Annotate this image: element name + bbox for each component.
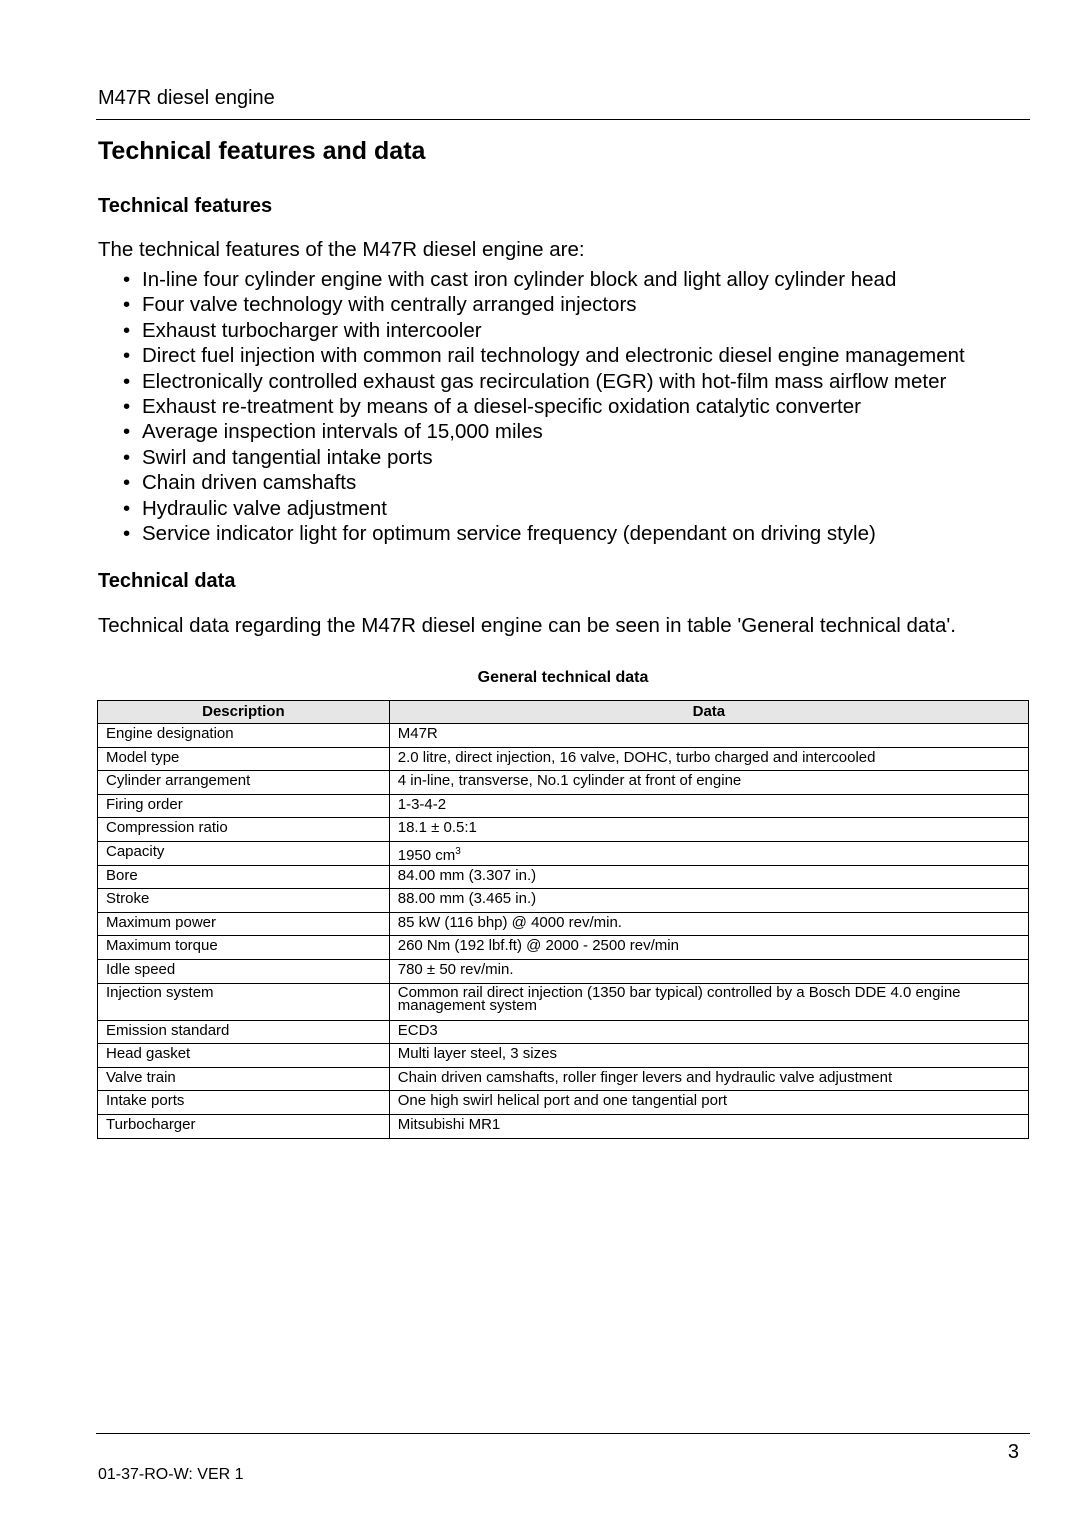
data-cell: 260 Nm (192 lbf.ft) @ 2000 - 2500 rev/min	[389, 936, 1028, 960]
description-cell: Bore	[98, 865, 390, 889]
description-cell: Intake ports	[98, 1091, 390, 1115]
description-cell: Model type	[98, 747, 390, 771]
bullet-icon: •	[123, 471, 131, 495]
bullet-icon: •	[123, 369, 131, 393]
column-header-data: Data	[389, 701, 1028, 724]
list-item	[98, 470, 965, 495]
description-cell: Emission standard	[98, 1020, 390, 1044]
bullet-icon: •	[123, 344, 131, 368]
list-item-text: Service indicator light for optimum service frequency (dependant on driving style)	[142, 522, 876, 546]
list-item-text: Four valve technology with centrally arranged injectors	[142, 293, 637, 317]
list-item-text: Chain driven camshafts	[142, 471, 357, 495]
data-cell: Chain driven camshafts, roller finger levers and hydraulic valve adjustment	[389, 1067, 1028, 1091]
table-header-row	[98, 701, 1029, 724]
data-cell: 2.0 litre, direct injection, 16 valve, DOHC, turbo charged and intercooled	[389, 747, 1028, 771]
table-row	[98, 1067, 1029, 1091]
table-row	[98, 1091, 1029, 1115]
list-item-text: Direct fuel injection with common rail technology and electronic diesel engine management	[142, 344, 965, 368]
bullet-icon: •	[123, 522, 131, 546]
technical-data-heading: Technical data	[98, 570, 236, 592]
list-item-text: Swirl and tangential intake ports	[142, 445, 433, 469]
table-row	[98, 771, 1029, 795]
data-cell: 1-3-4-2	[389, 794, 1028, 818]
description-cell: Engine designation	[98, 724, 390, 748]
table-row	[98, 1114, 1029, 1138]
capacity-superscript: 3	[455, 845, 461, 857]
data-cell: 85 kW (116 bhp) @ 4000 rev/min.	[389, 912, 1028, 936]
bullet-icon: •	[123, 293, 131, 317]
list-item-text: Average inspection intervals of 15,000 miles	[142, 420, 543, 444]
list-item	[98, 394, 965, 419]
data-cell: Common rail direct injection (1350 bar typical) controlled by a Bosch DDE 4.0 engine management system	[389, 983, 1028, 1020]
bullet-icon: •	[123, 496, 131, 520]
data-cell: One high swirl helical port and one tangential port	[389, 1091, 1028, 1115]
technical-features-heading: Technical features	[98, 195, 273, 217]
description-cell: Compression ratio	[98, 818, 390, 842]
description-cell: Cylinder arrangement	[98, 771, 390, 795]
running-header: M47R diesel engine	[98, 87, 275, 109]
list-item	[98, 369, 965, 394]
bullet-icon: •	[123, 318, 131, 342]
list-item-text: Exhaust turbocharger with intercooler	[142, 318, 482, 342]
list-item	[98, 521, 965, 546]
list-item	[98, 445, 965, 470]
description-cell: Maximum torque	[98, 936, 390, 960]
description-cell: Capacity	[98, 841, 390, 865]
table-row	[98, 865, 1029, 889]
data-cell: M47R	[389, 724, 1028, 748]
description-cell: Head gasket	[98, 1044, 390, 1068]
feature-list	[98, 267, 965, 546]
list-item-text: In-line four cylinder engine with cast iron cylinder block and light alloy cylinder head	[142, 268, 897, 291]
page-title: Technical features and data	[98, 137, 426, 165]
bullet-icon: •	[123, 268, 131, 291]
data-cell: 780 ± 50 rev/min.	[389, 959, 1028, 983]
data-cell: ECD3	[389, 1020, 1028, 1044]
data-cell: 88.00 mm (3.465 in.)	[389, 889, 1028, 913]
description-cell: Idle speed	[98, 959, 390, 983]
data-cell: Multi layer steel, 3 sizes	[389, 1044, 1028, 1068]
document-code: 01-37-RO-W: VER 1	[98, 1466, 244, 1483]
header-divider	[96, 119, 1030, 120]
general-technical-data-table	[97, 700, 1029, 1139]
list-item	[98, 318, 965, 343]
description-cell: Turbocharger	[98, 1114, 390, 1138]
table-row	[98, 936, 1029, 960]
table-caption: General technical data	[477, 669, 649, 686]
list-item	[98, 292, 965, 317]
features-intro: The technical features of the M47R diesel engine are:	[98, 238, 585, 261]
table-row	[98, 794, 1029, 818]
table-row	[98, 841, 1029, 865]
table-row	[98, 1020, 1029, 1044]
capacity-value: 1950 cm	[397, 846, 456, 864]
description-cell: Firing order	[98, 794, 390, 818]
data-cell: 18.1 ± 0.5:1	[389, 818, 1028, 842]
description-cell: Maximum power	[98, 912, 390, 936]
list-item	[98, 496, 965, 521]
table-row	[98, 1044, 1029, 1068]
table-row	[98, 959, 1029, 983]
footer-divider	[96, 1433, 1030, 1434]
description-cell: Stroke	[98, 889, 390, 913]
table-row	[98, 889, 1029, 913]
list-item	[98, 343, 965, 368]
list-item-text: Hydraulic valve adjustment	[142, 496, 387, 520]
table-row	[98, 724, 1029, 748]
list-item	[98, 267, 965, 292]
description-cell: Injection system	[98, 983, 390, 1020]
column-header-description: Description	[98, 701, 390, 724]
table-row	[98, 818, 1029, 842]
data-cell: Mitsubishi MR1	[389, 1114, 1028, 1138]
table-row	[98, 747, 1029, 771]
data-cell: 4 in-line, transverse, No.1 cylinder at front of engine	[389, 771, 1028, 795]
page-number: 3	[1007, 1441, 1019, 1463]
list-item-text: Electronically controlled exhaust gas recirculation (EGR) with hot-film mass airflow meter	[142, 369, 947, 393]
technical-data-paragraph: Technical data regarding the M47R diesel engine can be seen in table 'General technical data'.	[98, 614, 956, 637]
list-item	[98, 419, 965, 444]
bullet-icon: •	[123, 395, 131, 419]
table-row	[98, 983, 1029, 1020]
table-row	[98, 912, 1029, 936]
data-cell	[389, 841, 1028, 865]
data-cell: 84.00 mm (3.307 in.)	[389, 865, 1028, 889]
description-cell: Valve train	[98, 1067, 390, 1091]
bullet-icon: •	[123, 445, 131, 469]
bullet-icon: •	[123, 420, 131, 444]
list-item-text: Exhaust re-treatment by means of a diesel-specific oxidation catalytic converter	[142, 395, 861, 419]
